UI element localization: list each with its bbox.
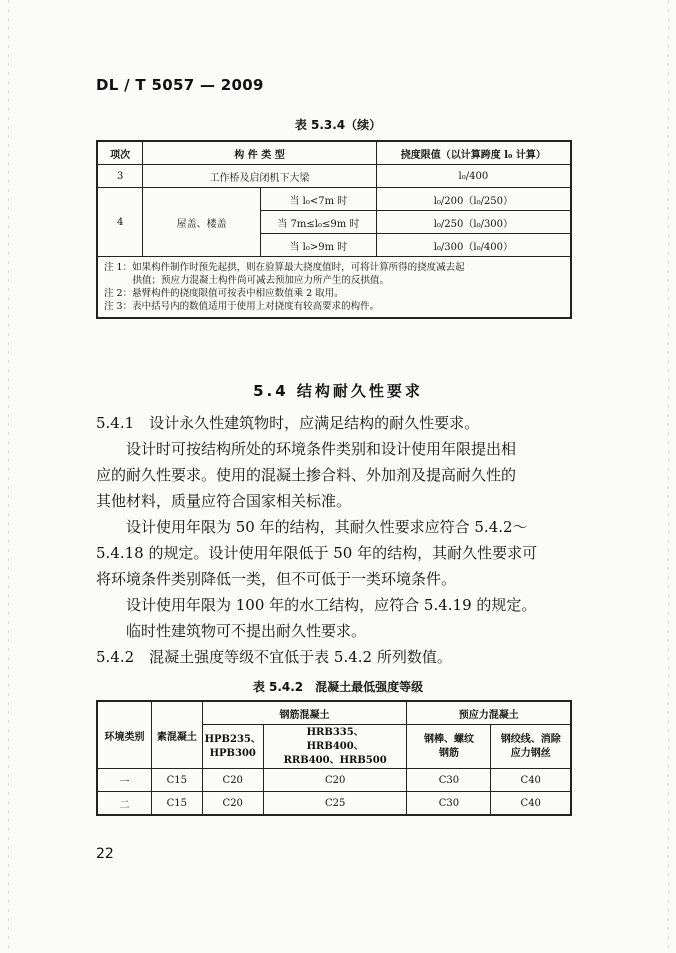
table-row — [97, 165, 571, 188]
deflection-limit-table — [96, 140, 572, 319]
paragraph-line: 临时性建筑物可不提出耐久性要求。 — [126, 622, 367, 640]
table-cell: 工作桥及启闭机下大梁 — [143, 165, 376, 188]
table-cell: 屋盖、楼盖 — [143, 188, 261, 257]
clause-5-4-1: 5.4.1 设计永久性建筑物时，应满足结构的耐久性要求。 — [96, 414, 480, 432]
table-cell: C20 — [202, 792, 263, 816]
table-cell: C20 — [202, 769, 263, 792]
table-cell: C40 — [491, 769, 571, 792]
concrete-grade-table — [96, 700, 572, 816]
note-line: 拱值；预应力混凝土构件尚可减去预加应力所产生的反拱值。 — [104, 275, 390, 286]
table-notes-row — [97, 257, 571, 319]
paragraph-line: 将环境条件类别降低一类，但不可低于一类环境条件。 — [96, 570, 457, 588]
header-cell: 钢棒、螺纹钢筋 — [407, 725, 491, 769]
table-cell: C30 — [407, 769, 491, 792]
table-row — [97, 188, 571, 211]
table-cell: 二 — [97, 792, 152, 816]
document-header: DL / T 5057 — 2009 — [96, 76, 264, 94]
table2-caption: 表 5.4.2 混凝土最低强度等级 — [252, 680, 424, 694]
paragraph-line: 5.4.18 的规定。设计使用年限低于 50 年的结构，其耐久性要求可 — [96, 544, 538, 562]
table-cell: C20 — [263, 769, 407, 792]
table-cell: 当 7m≤l₀≤9m 时 — [261, 211, 377, 234]
table-notes — [97, 257, 571, 319]
table-cell: C15 — [152, 769, 203, 792]
header-cell: 钢绞线、消除应力钢丝 — [491, 725, 571, 769]
section-title: 5.4 结构耐久性要求 — [253, 382, 423, 400]
header-cell: 挠度限值（以计算跨度 l₀ 计算） — [376, 141, 571, 165]
table-cell: 当 l₀>9m 时 — [261, 234, 377, 257]
header-cell: 环境类别 — [97, 701, 152, 769]
table-cell: 4 — [97, 188, 143, 257]
table-cell: 一 — [97, 769, 152, 792]
paragraph-line: 应的耐久性要求。使用的混凝土掺合料、外加剂及提高耐久性的 — [96, 466, 517, 484]
header-cell: HRB335、HRB400、RRB400、HRB500 — [263, 725, 407, 769]
table-cell: C25 — [263, 792, 407, 816]
scan-edge-left — [8, 0, 9, 953]
header-cell: 素混凝土 — [152, 701, 203, 769]
header-cell: HPB235、HPB300 — [202, 725, 263, 769]
clause-5-4-2: 5.4.2 混凝土强度等级不宜低于表 5.4.2 所列数值。 — [96, 648, 452, 666]
header-cell: 项次 — [97, 141, 143, 165]
header-cell: 钢筋混凝土 — [202, 701, 407, 725]
paragraph-line: 设计使用年限为 100 年的水工结构，应符合 5.4.19 的规定。 — [126, 596, 537, 614]
table-cell: C30 — [407, 792, 491, 816]
table-row — [97, 792, 571, 816]
table-cell: l₀/200（l₀/250） — [376, 188, 571, 211]
table-header-row — [97, 701, 571, 725]
header-cell: 构 件 类 型 — [143, 141, 376, 165]
table1-caption: 表 5.3.4（续） — [294, 118, 382, 132]
table-cell: C40 — [491, 792, 571, 816]
table-cell: 当 l₀<7m 时 — [261, 188, 377, 211]
table-cell: l₀/400 — [376, 165, 571, 188]
table-cell: l₀/300（l₀/400） — [376, 234, 571, 257]
table-cell: l₀/250（l₀/300） — [376, 211, 571, 234]
table-cell: C15 — [152, 792, 203, 816]
header-cell: 预应力混凝土 — [407, 701, 571, 725]
paragraph-line: 设计使用年限为 50 年的结构，其耐久性要求应符合 5.4.2～ — [126, 518, 528, 536]
note-line: 注 1：如果构件制作时预先起拱，则在验算最大挠度值时，可将计算所得的挠度减去起 — [104, 262, 465, 273]
paragraph-line: 其他材料，质量应符合国家相关标准。 — [96, 492, 352, 510]
scan-edge-right — [668, 0, 669, 953]
table-header-row — [97, 141, 571, 165]
table-cell: 3 — [97, 165, 143, 188]
note-line: 注 2：悬臂构件的挠度限值可按表中相应数值乘 2 取用。 — [104, 288, 344, 299]
table-row — [97, 769, 571, 792]
note-line: 注 3：表中括号内的数值适用于使用上对挠度有较高要求的构件。 — [104, 301, 380, 312]
page-number: 22 — [96, 846, 114, 862]
paragraph-line: 设计时可按结构所处的环境条件类别和设计使用年限提出相 — [126, 440, 517, 458]
